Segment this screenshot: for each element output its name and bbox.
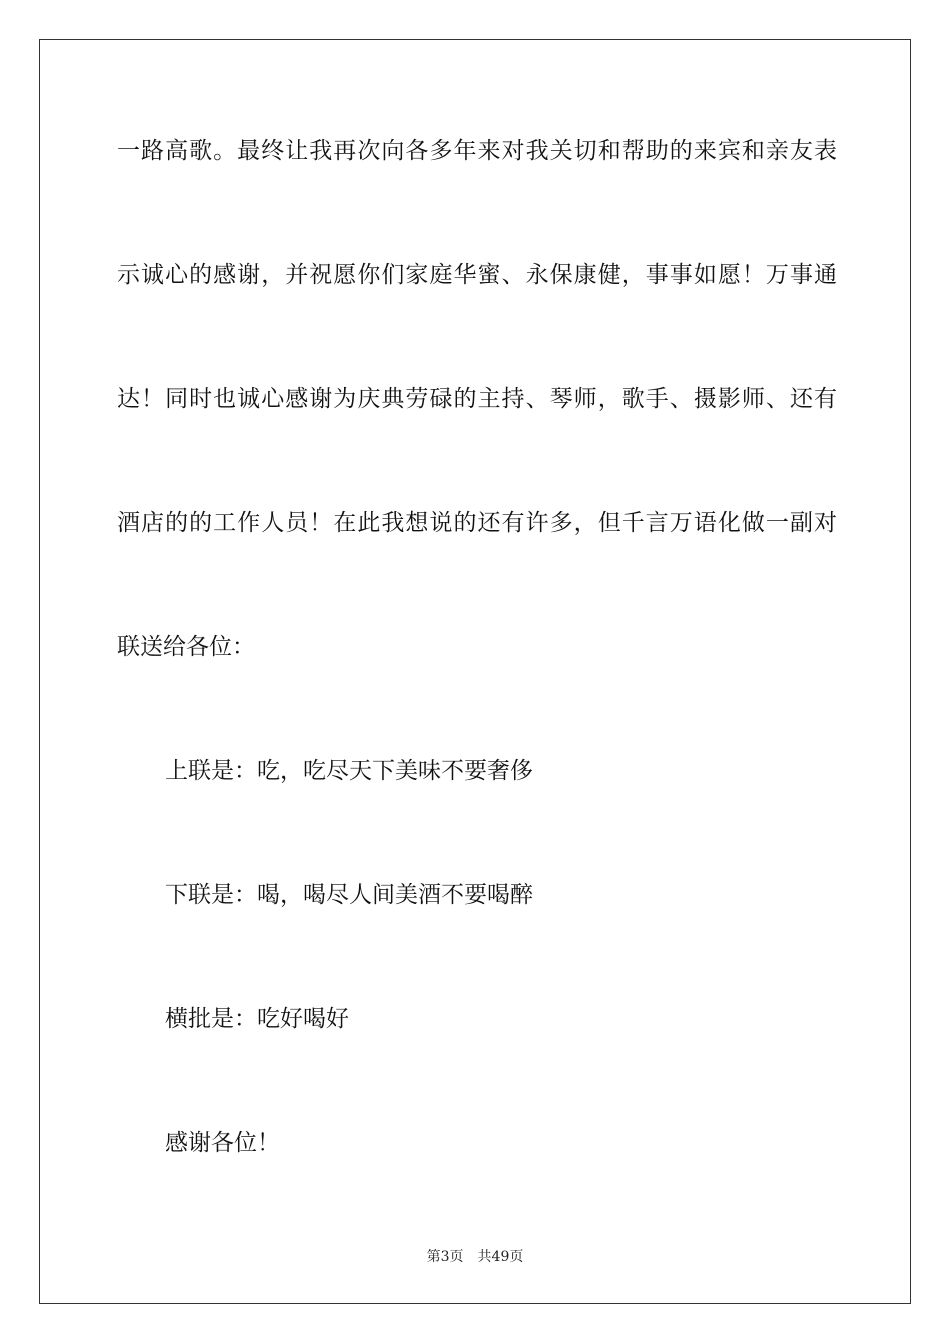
couplet-lower-line: 下联是：喝，喝尽人间美酒不要喝醉 bbox=[165, 882, 533, 908]
paragraph-line: 达！同时也诚心感谢为庆典劳碌的主持、琴师，歌手、摄影师、还有 bbox=[117, 386, 837, 412]
paragraph-line: 酒店的的工作人员！在此我想说的还有许多，但千言万语化做一副对 bbox=[117, 510, 837, 536]
couplet-upper-line: 上联是：吃，吃尽天下美味不要奢侈 bbox=[165, 758, 533, 784]
couplet-horizontal-line: 横批是：吃好喝好 bbox=[165, 1006, 349, 1032]
closing-line: 感谢各位！ bbox=[165, 1130, 280, 1156]
page-footer bbox=[0, 1247, 950, 1267]
paragraph-line: 一路高歌。最终让我再次向各多年来对我关切和帮助的来宾和亲友表 bbox=[117, 138, 837, 164]
page-border bbox=[39, 39, 911, 1304]
page-number: 第3页 bbox=[426, 1249, 464, 1265]
paragraph-line: 示诚心的感谢，并祝愿你们家庭华蜜、永保康健，事事如愿！万事通 bbox=[117, 262, 837, 288]
page-total: 共49页 bbox=[477, 1249, 524, 1265]
paragraph-line: 联送给各位： bbox=[117, 634, 255, 660]
